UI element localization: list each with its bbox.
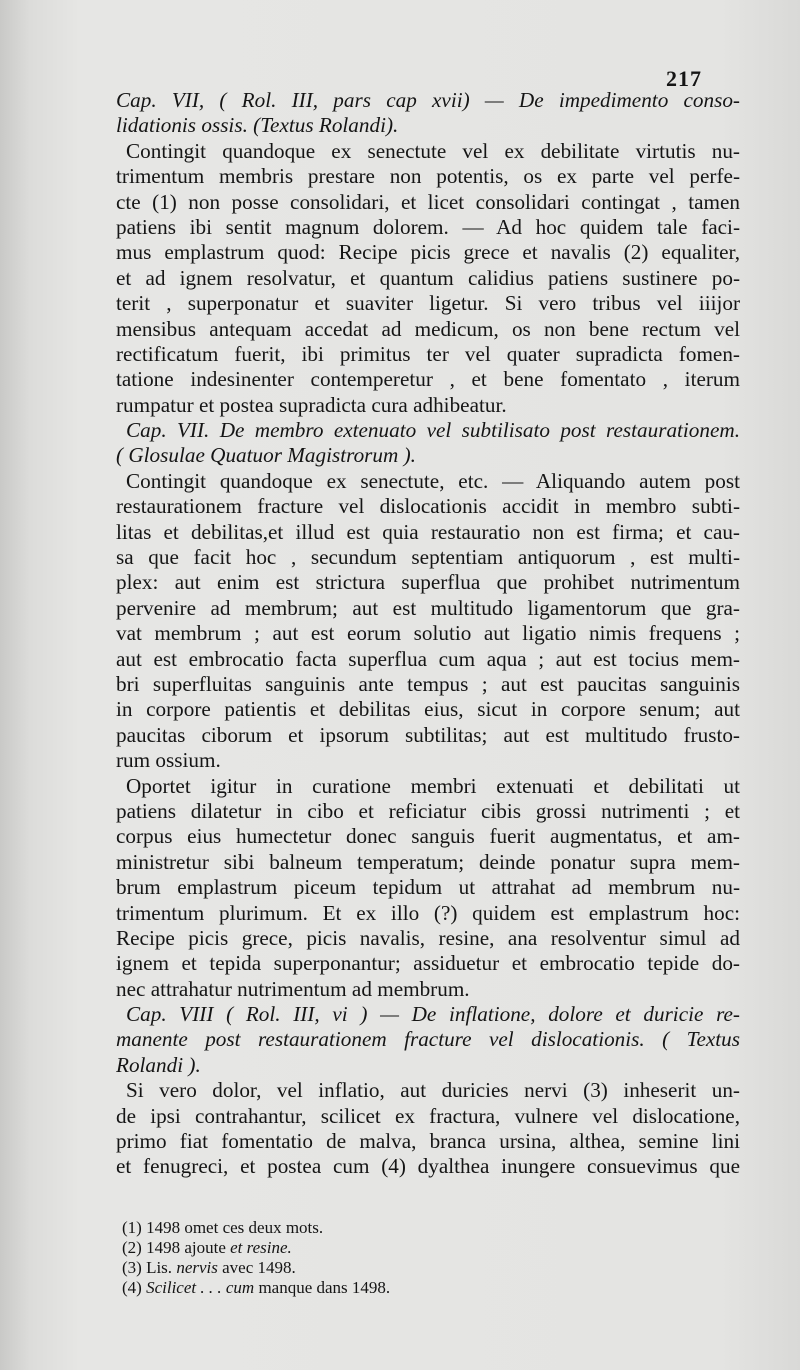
text-line: tatione indesinenter contemperetur , et bene fomentato , iterum [116,367,740,392]
chapter-heading-line: Cap. VII. De membro extenuato vel subtilisato post restaurationem. [126,418,740,443]
chapter-heading-line: manente post restaurationem fracture vel dislocationis. ( Textus [116,1027,740,1052]
text-line: vat membrum ; aut est eorum solutio aut ligatio nimis frequens ; [116,621,740,646]
text-line: Recipe picis grece, picis navalis, resine, ana resolventur simul ad [116,925,740,950]
text-line: terit , superponatur et suaviter ligetur. Si vero tribus vel iiijor [116,291,740,316]
text-line: pervenire ad membrum; aut est multitudo ligamentorum que gra- [116,595,740,620]
text-line: plex: aut enim est strictura superflua que prohibet nutrimentum [116,570,740,595]
footnote-text: 1498 omet ces deux mots. [146,1218,324,1237]
text-line: patiens dilatetur in cibo et reficiatur cibis grossi nutrimenti ; et [116,798,740,823]
chapter-heading-line: ( Glosulae Quatuor Magistrorum ). [116,443,416,468]
text-line: primo fiat fomentatio de malva, branca ursina, althea, semine lini [116,1129,740,1154]
text-line: rum ossium. [116,748,221,773]
text-line: rumpatur et postea supradicta cura adhibeatur. [116,392,507,417]
footnote [122,1278,642,1298]
chapter-heading-line: lidationis ossis. (Textus Rolandi). [116,113,399,138]
text-line: ministretur sibi balneum temperatum; deinde ponatur supra mem- [116,849,740,874]
chapter-heading-line: Cap. VIII ( Rol. III, vi ) — De inflatione, dolore et duricie re- [126,1002,740,1027]
text-line: cte (1) non posse consolidari, et licet consolidari contingat , tamen [116,189,740,214]
text-line: trimentum plurimum. Et ex illo (?) quidem est emplastrum hoc: [116,900,740,925]
text-line: mensibus antequam accedat ad medicum, os non bene rectum vel [116,316,740,341]
text-line: de ipsi contrahantur, scilicet ex fractura, vulnere vel dislocatione, [116,1103,740,1128]
chapter-heading-line: Rolandi ). [116,1052,201,1077]
text-line: nec attrahatur nutrimentum ad membrum. [116,976,470,1001]
text-line: Si vero dolor, vel inflatio, aut duricies nervi (3) inheserit un- [126,1078,740,1103]
footnote [122,1238,642,1258]
text-line: Contingit quandoque ex senectute vel ex debilitate virtutis nu- [126,138,740,163]
footnotes [122,1218,642,1298]
text-line: corpus eius humectetur donec sanguis fuerit augmentatus, et am- [116,824,740,849]
text-line: Oportet igitur in curatione membri extenuati et debilitati ut [126,773,740,798]
footnote-italic: et resine. [230,1238,292,1257]
footnote-tail: manque dans 1498. [258,1278,391,1297]
footnote-italic: nervis [176,1258,218,1277]
footnote-mark: (1) [122,1218,142,1237]
chapter-heading-line: Cap. VII, ( Rol. III, pars cap xvii) — De impedimento conso- [116,88,740,112]
footnote-mark: (3) [122,1258,142,1277]
footnote-tail: avec 1498. [222,1258,296,1277]
text-line: in corpore patientis et debilitas eius, sicut in corpore senum; aut [116,697,740,722]
text-line: litas et debilitas,et illud est quia restauratio non est firma; et cau- [116,519,740,544]
text-line: restaurationem fracture vel dislocationis accidit in membro subti- [116,494,740,519]
text-line: aut est embrocatio facta superflua cum aqua ; aut est tocius mem- [116,646,740,671]
text-line: paucitas ciborum et ipsorum subtilitas; aut est multitudo frusto- [116,722,740,747]
text-line: trimentum membris prestare non potentis, os ex parte vel perfe- [116,164,740,189]
text-line: et ad ignem resolvatur, et quantum calidius patiens sustinere po- [116,265,740,290]
footnote-mark: (2) [122,1238,142,1257]
footnote-italic: Scilicet . . . cum [146,1278,255,1297]
footnote-text: Lis. [146,1258,173,1277]
text-line: sa que facit hoc , secundum septentiam antiquorum , est multi- [116,545,740,570]
footnote [122,1218,642,1238]
main-text [116,88,740,1180]
text-line: bri superfluitas sanguinis ante tempus ; aut est paucitas sanguinis [116,671,740,696]
text-line: rectificatum fuerit, ibi primitus ter vel quater supradicta fomen- [116,341,740,366]
text-line: brum emplastrum piceum tepidum ut attrahat ad membrum nu- [116,875,740,900]
page-number: 217 [666,66,702,91]
text-line: Contingit quandoque ex senectute, etc. — Aliquando autem post [126,468,740,493]
footnote [122,1258,642,1278]
text-line: et fenugreci, et postea cum (4) dyalthea inungere consuevimus que [116,1154,740,1179]
text-line: mus emplastrum quod: Recipe picis grece et navalis (2) equaliter, [116,240,740,265]
footnote-text: 1498 ajoute [146,1238,226,1257]
text-line: patiens ibi sentit magnum dolorem. — Ad hoc quidem tale faci- [116,214,740,239]
footnote-mark: (4) [122,1278,142,1297]
text-line: ignem et tepida superponantur; assiduetur et embrocatio tepide do- [116,951,740,976]
